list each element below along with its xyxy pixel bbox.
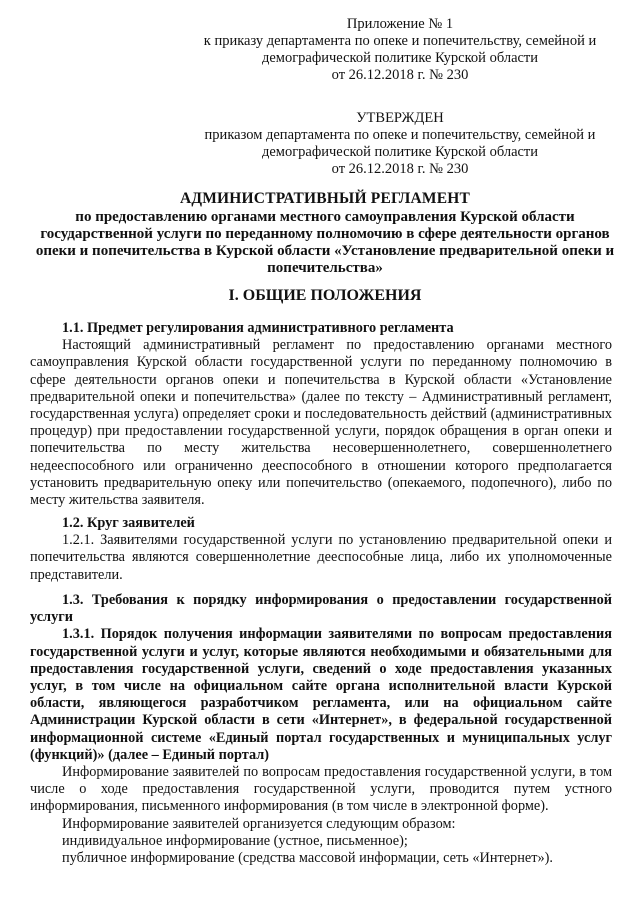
appendix-date-line: от 26.12.2018 г. № 230 [331,67,469,83]
approved-department-line: демографической политике Курской области [261,144,539,160]
info-paragraph-1: Информирование заявителей по вопросам предоставления государственной услуги, в том числе о ходе предоставления государственной услуги, проводится путем устного информирования, письменного информирования (в том числе в электронной форме). [30,764,612,815]
subsection-1-2-text: 1.2.1. Заявителями государственной услуги по установлению предварительной опеки и попечительства являются совершеннолетние дееспособные лица, либо их уполномоченные представители. [30,532,612,583]
subsection-1-1-heading: 1.1. Предмет регулирования административного регламента [62,320,454,336]
approved-date-line: от 26.12.2018 г. № 230 [331,161,469,177]
appendix-department-line: демографической политике Курской области [261,50,539,66]
appendix-order-line: к приказу департамента по опеке и попечительству, семейной и [203,33,597,49]
section-heading: I. ОБЩИЕ ПОЛОЖЕНИЯ [228,287,422,304]
info-paragraph-3: индивидуальное информирование (устное, письменное); [62,832,408,849]
title-main: АДМИНИСТРАТИВНЫЙ РЕГЛАМЕНТ [179,190,471,207]
document-title [30,190,620,277]
appendix-header [190,16,610,84]
approved-order-line: приказом департамента по опеке и попечительству, семейной и [204,127,596,143]
info-paragraph-2: Информирование заявителей организуется следующим образом: [62,815,456,832]
subsection-1-1-text: Настоящий административный регламент по предоставлению органами местного самоуправления Курской области государственной услуги по переданному полномочию в сфере деятельности органов опеки и попечительства в Курской области «Установление предварительной опеки и попечительства» (далее по тексту – Административный регламент, государственная услуга) определяет сроки и последовательность действий (административных процедур) при предоставлении государственной услуги, порядок обращения в орган опеки и попечительства по месту жительства несовершеннолетнего, совершеннолетнего недееспособного или ограниченно дееспособного в отношении которого предполагается установить предварительную опеку или попечительство (опекаемого, подопечного), либо по месту жительства заявителя. [30,337,612,509]
info-paragraph-4: публичное информирование (средства массовой информации, сеть «Интернет»). [62,850,553,867]
section-1-1 [30,320,612,509]
subsection-1-2-heading: 1.2. Круг заявителей [62,515,195,531]
subsection-1-3-1-heading: 1.3.1. Порядок получения информации заявителями по вопросам предоставления государственной услуги и услуг, которые являются необходимыми и обязательными для предоставления государственной услуги, сведений о ходе предоставления указанных услуг, в том числе на официальном сайте органа исполнительной власти Курской области, являющегося разработчиком регламента, или на официальном сайте Администрации Курской области в сети «Интернет», в федеральной государственной информационной системе «Единый портал государственных и муниципальных услуг (функций)» (далее – Единый портал) [30,626,612,763]
section-1-3 [30,592,612,867]
appendix-number: Приложение № 1 [346,16,454,32]
subsection-1-3-heading: 1.3. Требования к порядку информирования о предоставлении государственной услуги [30,592,612,626]
approved-header [190,110,610,178]
approved-label: УТВЕРЖДЕН [356,110,444,126]
section-1-2 [30,515,612,584]
title-subtitle: по предоставлению органами местного самоуправления Курской области государственной услуги по переданному полномочию в сфере деятельности органов опеки и попечительства в Курской области «Установление предварительной опеки и попечительства» [35,209,615,276]
